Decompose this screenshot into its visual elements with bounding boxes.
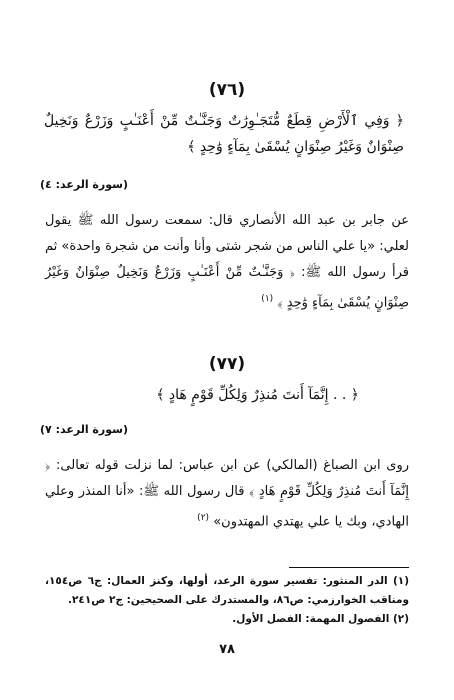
hadith-text-2: روى ابن الصباغ (المالكي) عن ابن عباس: لما نزلت قوله تعالى: ﴿ إِنَّمَآ أَنتَ مُنذِرٌ وَلِكُلِّ قَوْمٍ هَادٍ ﴾ قال رسول الله ﷺ: «أنا المنذر وعلي الهادي، وبك يا علي يهتدي المهتدون» [45, 458, 409, 530]
footnote-ref-2: (٢) [197, 513, 210, 523]
quran-verse-1: ﴿ وَفِي ٱلْأَرْضِ قِطَعٌ مُّتَجَـٰوِرَٰتٌ وَجَنَّـٰتٌ مِّنْ أَعْنَـٰبٍ وَزَرْعٌ وَنَخِيلٌ صِنْوَانٌ وَغَيْرُ صِنْوَانٍ يُسْقَىٰ بِمَآءٍ وَٰحِدٍ ﴾ [44, 113, 404, 155]
footnote-2: (٢) الفصول المهمة: الفصل الأول. [232, 613, 409, 625]
hadith-text-1: عن جابر بن عبد الله الأنصاري قال: سمعت رسول الله ﷺ يقول لعلي: «يا علي الناس من شجر شتى وأنا وأنت من شجرة واحدة» ثم قرأ رسول الله ﷺ: ﴿ وَجَنَّـٰتٌ مِّنْ أَعْنَـٰبٍ وَزَرْعٌ وَنَخِيلٌ صِنْوَانٌ وَغَيْرُ صِنْوَانٍ يُسْقَىٰ بِمَآءٍ وَٰحِدٍ ﴾ [45, 213, 409, 311]
hadith-number-77: (٧٧) [208, 354, 246, 374]
footnote-ref-1: (١) [261, 294, 274, 304]
hadith-paragraph-2 [45, 453, 409, 535]
page-number: ٧٨ [219, 642, 235, 657]
footnotes [45, 572, 409, 629]
verse-source-2: (سورة الرعد: ٧) [40, 423, 128, 436]
verse-source-1: (سورة الرعد: ٤) [40, 178, 128, 191]
hadith-paragraph-1 [45, 208, 409, 316]
footnote-divider [289, 567, 409, 568]
quran-verse-2: ﴿ . . إِنَّمَآ أَنتَ مُنذِرٌ وَلِكُلِّ قَوْمٍ هَادٍ ﴾ [156, 387, 359, 403]
footnote-1: (١) الدر المنثور: تفسير سورة الرعد، أولها، وكنز العمال: ج٦ ص١٥٤، ومناقب الخوارزمي: ص٨٦، والمستدرك على الصحيحين: ج٢ ص٢٤١. [45, 575, 409, 606]
hadith-number-76: (٧٦) [208, 80, 246, 100]
